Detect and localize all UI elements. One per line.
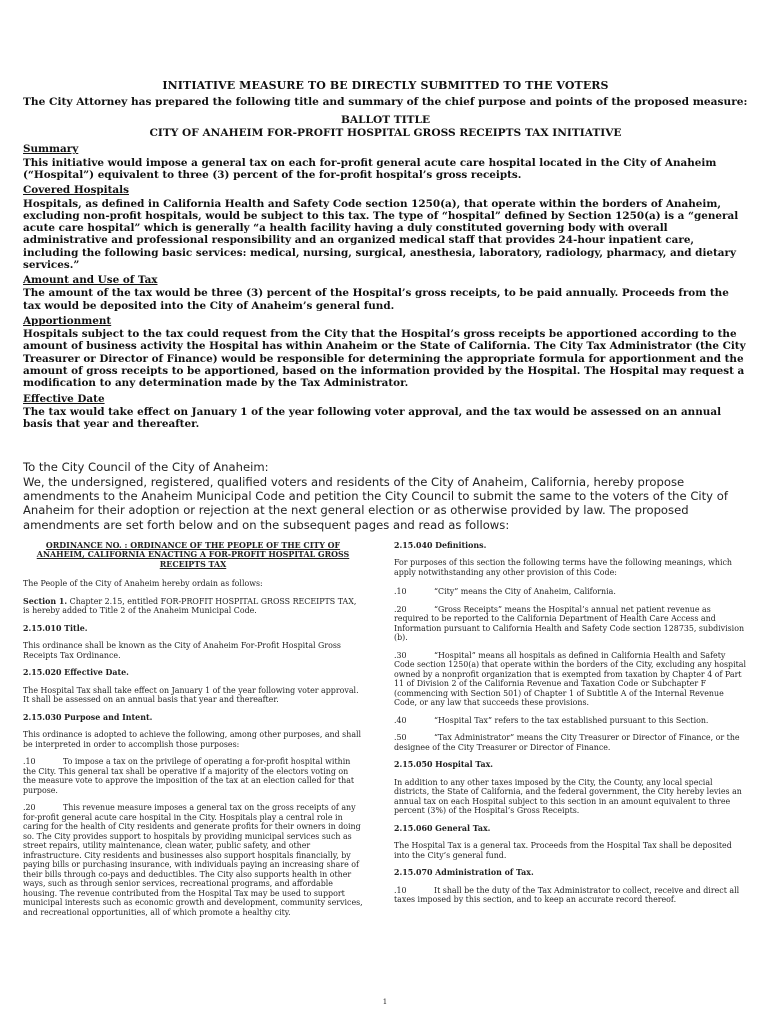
- ordinance-heading: ORDINANCE NO. : ORDINANCE OF THE PEOPLE OF THE CITY OF ANAHEIM, CALIFORNIA ENACTING A FOR-PROFIT HOSPITAL GROSS RECEIPTS TAX: [36, 541, 350, 569]
- definition-50: [394, 733, 747, 752]
- definition-40-text: “Hospital Tax” refers to the tax established pursuant to this Section.: [434, 715, 709, 725]
- effective-date-heading: Effective Date: [23, 392, 105, 405]
- s030-text: This ordinance is adopted to achieve the following, among other purposes, and shall be interpreted in order to accomplish those purposes:: [23, 730, 362, 749]
- ballot-title-label: BALLOT TITLE: [340, 114, 431, 127]
- ordinance-left-column: [23, 541, 363, 925]
- s030-item-10: [23, 757, 363, 795]
- apportionment-heading: Apportionment: [23, 314, 112, 327]
- attorney-statement: The City Attorney has prepared the following title and summary of the chief purpose and points of the proposed measure:: [23, 95, 748, 108]
- definition-30-num: .30: [394, 650, 407, 660]
- apportionment-text: Hospitals subject to the tax could request from the City that the Hospital’s gross receipts be apportioned according to the amount of business activity the Hospital has within Anaheim or the State of California. The City Tax Administrator (the City Treasurer or Director of Finance) would be responsible for determining the appropriate formula for apportionment and the amount of gross receipts to be apportioned, based on the information provided by the Hospital. The Hospital may request a modification to any determination made by the Tax Administrator.: [23, 328, 746, 390]
- ordinance-right-column: [394, 541, 747, 913]
- summary-heading: Summary: [23, 143, 79, 156]
- ballot-section: [23, 80, 748, 432]
- initiative-heading: INITIATIVE MEASURE TO BE DIRECTLY SUBMITTED TO THE VOTERS: [162, 79, 609, 92]
- summary-text: This initiative would impose a general tax on each for-profit general acute care hospital located in the City of Anaheim (“Hospital”) equivalent to three (3) percent of the for-profit hospital’s gross receipts.: [23, 156, 717, 181]
- s070-item-10-num: .10: [394, 885, 407, 895]
- s040-heading: 2.15.040 Definitions.: [394, 541, 487, 550]
- petition-body: We, the undersigned, registered, qualified voters and residents of the City of Anaheim, California, hereby propose amendments to the Anaheim Municipal Code and petition the City Council to submit the same to the voters of the City of Anaheim for their adoption or rejection at the next general election or as otherwise provided by law. The proposed amendments are set forth below and on the subsequent pages and read as follows:: [23, 475, 728, 532]
- definition-20-num: .20: [394, 604, 407, 614]
- definition-20-text: “Gross Receipts” means the Hospital’s annual net patient revenue as required to be reported to the California Department of Health Care Access and Information pursuant to California Health and Safety Code section 128735, subdivision (b).: [394, 604, 745, 643]
- s070-heading: 2.15.070 Administration of Tax.: [394, 868, 534, 878]
- covered-hospitals-text: Hospitals, as defined in California Health and Safety Code section 1250(a), that operate within the borders of Anaheim, excluding non-profit hospitals, would be subject to this tax. The type of “hospital” defined by Section 1250(a) is a “general acute care hospital” which is generally “a health facility having a duly constituted governing body with overall administrative and professional responsibility and an organized medical staff that provides 24-hour inpatient care, including the following basic services: medical, nursing, surgical, anesthesia, laboratory, radiology, pharmacy, and dietary services.”: [23, 197, 739, 271]
- s070-item-10-text: It shall be the duty of the Tax Administrator to collect, receive and direct all taxes imposed by this section, and to keep an accurate record thereof.: [394, 885, 740, 905]
- s010-heading: 2.15.010 Title.: [23, 623, 88, 633]
- s030-item-20-num: .20: [23, 803, 36, 813]
- s040-text: For purposes of this section the following terms have the following meanings, which apply notwithstanding any other provision of this Code:: [394, 558, 732, 577]
- definition-20: [394, 605, 747, 643]
- definition-50-num: .50: [394, 733, 407, 743]
- page-number: 1: [382, 998, 388, 1006]
- petition-salutation: To the City Council of the City of Anaheim:: [23, 460, 269, 474]
- s030-heading: 2.15.030 Purpose and Intent.: [23, 712, 153, 722]
- definition-10-text: “City” means the City of Anaheim, California.: [434, 587, 616, 597]
- effective-date-text: The tax would take effect on January 1 of the year following voter approval, and the tax would be assessed on an annual basis that year and thereafter.: [23, 405, 722, 431]
- petition-section: [23, 460, 748, 532]
- definition-10-num: .10: [394, 587, 407, 597]
- section-1-text: Chapter 2.15, entitled FOR-PROFIT HOSPITAL GROSS RECEIPTS TAX, is hereby added to Title 2 of the Anaheim Municipal Code.: [23, 596, 357, 616]
- s030-item-20: [23, 803, 363, 917]
- s020-heading: 2.15.020 Effective Date.: [23, 668, 129, 678]
- definition-10: [394, 587, 747, 596]
- amount-use-text: The amount of the tax would be three (3) percent of the Hospital’s gross receipts, to be paid annually. Proceeds from the tax would be deposited into the City of Anaheim’s general fund.: [23, 287, 729, 312]
- s030-item-10-num: .10: [23, 757, 36, 767]
- definition-40: [394, 716, 747, 725]
- s050-text: In addition to any other taxes imposed by the City, the County, any local special districts, the State of California, and the federal government, the City hereby levies an annual tax on each Hospital subject to this section in an amount equivalent to three percent (3%) of the Hospital’s Gross Receipts.: [394, 777, 742, 816]
- definition-30-text: “Hospital” means all hospitals as defined in California Health and Safety Code section 1250(a) that operate within the borders of the City, excluding any hospital owned by a nonprofit organization that is exempted from taxation by Chapter 4 of Part 11 of Division 2 of the California Revenue and Taxation Code or Subchapter F (commencing with Section 501) of Chapter 1 of Subtitle A of the Internal Revenue Code, or any law that succeeds these provisions.: [394, 650, 747, 708]
- section-1: [23, 597, 363, 616]
- s050-heading: 2.15.050 Hospital Tax.: [394, 760, 494, 770]
- s010-text: This ordinance shall be known as the City of Anaheim For-Profit Hospital Gross Receipts Tax Ordinance.: [23, 641, 341, 660]
- s030-item-10-text: To impose a tax on the privilege of operating a for-profit hospital within the City. This general tax shall be operative if a majority of the electors voting on the measure vote to approve the imposition of the tax at an election called for that purpose.: [23, 757, 355, 795]
- people-ordain: The People of the City of Anaheim hereby ordain as follows:: [23, 579, 263, 589]
- definition-30: [394, 651, 747, 708]
- s060-text: The Hospital Tax is a general tax. Proceeds from the Hospital Tax shall be deposited into the City’s general fund.: [394, 841, 732, 860]
- s020-text: The Hospital Tax shall take effect on January 1 of the year following voter approval. It shall be assessed on an annual basis that year and thereafter.: [23, 685, 359, 705]
- measure-title: CITY OF ANAHEIM FOR-PROFIT HOSPITAL GROSS RECEIPTS TAX INITIATIVE: [149, 126, 622, 139]
- amount-use-heading: Amount and Use of Tax: [23, 274, 158, 287]
- s070-item-10: [394, 886, 747, 905]
- s060-heading: 2.15.060 General Tax.: [394, 823, 491, 833]
- s030-item-20-text: This revenue measure imposes a general tax on the gross receipts of any for-profit general acute care hospital in the City. Hospitals play a central role in caring for the health of City residents and generate profits for their owners in doing so. The City provides support to hospitals by providing municipal services such as street repairs, utility maintenance, clean water, public safety, and other infrastructure. City residents and businesses also support hospitals financially, by paying bills or purchasing insurance, with individuals paying an increasing share of their bills through co-pays and deductibles. The City also supports health in other ways, such as through senior services, recreational programs, and affordable housing. The revenue contributed from the Hospital Tax may be used to support municipal interests such as economic growth and development, community services, and recreational opportunities, all of which promote a healthy city.: [23, 803, 363, 917]
- covered-hospitals-heading: Covered Hospitals: [23, 184, 129, 197]
- definition-50-text: “Tax Administrator” means the City Treasurer or Director of Finance, or the designee of the City Treasurer or Director of Finance.: [394, 733, 740, 752]
- section-1-label: Section 1.: [23, 596, 68, 606]
- definition-40-num: .40: [394, 715, 407, 725]
